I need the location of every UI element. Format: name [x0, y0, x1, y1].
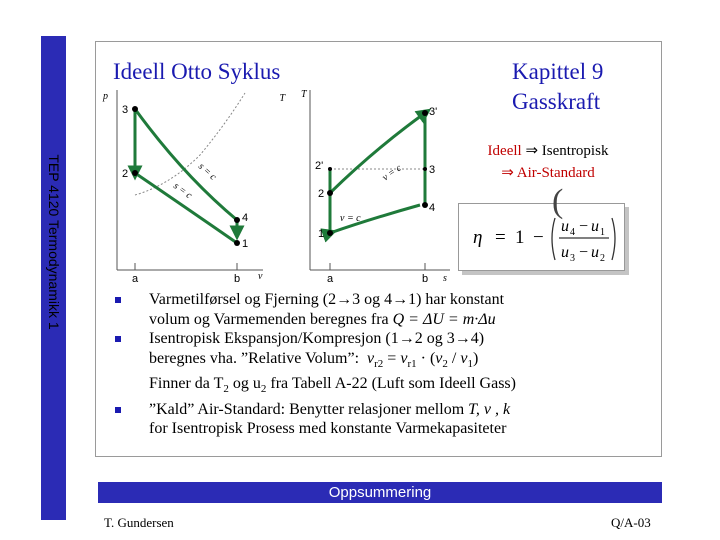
right-paren — [612, 218, 615, 260]
ts-isochore-label-1: v = c — [340, 213, 361, 224]
bullet-2-line-1: Isentropisk Ekspansjon/Kompresjon (1→2 og 3→4) — [149, 330, 485, 347]
equals-sign: = — [495, 227, 506, 248]
ts-label-3: 3 — [429, 164, 436, 176]
pv-diagram — [95, 85, 285, 285]
bullet-3-line-1 — [149, 400, 652, 420]
ts-marker-b: b — [422, 273, 429, 285]
pv-marker-a: a — [132, 273, 139, 285]
pv-isentrope-label-2: s = c — [195, 161, 219, 183]
ts-s-label: s — [443, 273, 447, 284]
pv-point-3 — [132, 106, 138, 112]
ideal-line-2 — [468, 162, 628, 184]
ts-point-3 — [423, 167, 427, 171]
ts-label-2: 2 — [318, 188, 325, 200]
summary-bar-label: Oppsummering — [328, 484, 432, 501]
chapter-number: Kapittel 9 — [512, 59, 604, 84]
pv-label-2: 2 — [122, 168, 129, 180]
air-standard-word: Air-Standard — [516, 165, 595, 181]
summary-bullets — [112, 290, 652, 439]
bullet-2-line-3: Finner da $T_2$ og $u_2$ fra Tabell A-22 (Luft som Ideell Gass) — [149, 375, 516, 396]
ts-point-3prime — [422, 110, 428, 116]
efficiency-formula-box — [458, 183, 625, 271]
u3-sub: 3 — [570, 253, 575, 264]
footer-author: T. Gundersen — [104, 515, 174, 530]
ts-point-2 — [327, 190, 333, 196]
u3: u — [561, 244, 569, 261]
course-label: TEP 4120 Termodynamikk 1 — [46, 154, 62, 330]
efficiency-formula — [459, 183, 624, 270]
bullet-2-text-a: Finner da T — [149, 375, 224, 393]
bullet-3-math: T, v , k — [468, 400, 511, 418]
pv-isotherm-curve — [135, 93, 245, 195]
bullet-1-line-1: Varmetilførsel og Fjerning (2→3 og 4→1) har konstant — [149, 291, 505, 308]
bullet-2-text: beregnes vha. ”Relative Volum”: — [149, 349, 360, 367]
eta-symbol: η — [473, 227, 483, 248]
pv-point-1 — [234, 240, 240, 246]
chapter-heading — [512, 57, 603, 117]
one: 1 — [515, 227, 525, 248]
pv-marker-b: b — [234, 273, 241, 285]
pv-v-label: v — [258, 271, 263, 282]
ts-point-4 — [422, 202, 428, 208]
ts-point-2prime — [328, 167, 332, 171]
pv-isentrope-label-1: s = c — [171, 180, 194, 202]
ideal-assumptions — [468, 140, 628, 184]
ts-point-1 — [327, 230, 333, 236]
bullet-square-icon — [115, 297, 121, 303]
ts-marker-a: a — [327, 273, 334, 285]
minus-sign: − — [533, 227, 544, 248]
u1-sub: 1 — [600, 227, 605, 238]
chapter-topic: Gasskraft — [512, 89, 601, 114]
footer-page-number: Q/A-03 — [611, 515, 651, 530]
bullet-2-line-2: beregnes vha. ”Relative Volum”: $v_{r2} = v_{r1} \cdot (v_2 / v_1)$ — [149, 349, 479, 370]
bullet-square-icon — [115, 407, 121, 413]
num-minus: − — [579, 218, 589, 235]
pv-p-label: p — [103, 91, 108, 102]
bullet-1-math: Q = ΔU = m·Δu — [392, 310, 496, 328]
ideal-line-1 — [468, 140, 628, 162]
bullet-3-text: ”Kald” Air-Standard: Benytter relasjoner mellom — [149, 400, 469, 418]
paren-open: ( — [552, 183, 564, 220]
ts-label-3prime: 3' — [429, 106, 438, 118]
bullet-isentropic — [112, 329, 652, 400]
isentropic-word: Isentropisk — [541, 143, 609, 159]
summary-bar — [98, 482, 662, 503]
bullet-1-text: volum og Varmemenden beregnes fra — [149, 310, 393, 328]
ts-T-label: T — [301, 89, 307, 100]
left-paren — [552, 218, 555, 260]
ts-label-2prime: 2' — [315, 160, 324, 172]
pv-expansion-curve — [135, 109, 237, 220]
ts-label-1: 1 — [318, 228, 325, 240]
pv-label-3: 3 — [122, 104, 129, 116]
course-label-vertical — [44, 137, 64, 347]
pv-isotherm-label: T — [279, 93, 285, 104]
bullet-heat-transfer — [112, 290, 652, 329]
ts-diagram — [300, 85, 460, 285]
pv-point-2 — [132, 170, 138, 176]
u4-sub: 4 — [570, 227, 575, 238]
bullet-square-icon — [115, 336, 121, 342]
u4: u — [561, 218, 569, 235]
bullet-3-line-2: for Isentropisk Prosess med konstante Varmekapasiteter — [149, 420, 507, 438]
den-minus: − — [579, 244, 589, 261]
u2: u — [591, 244, 599, 261]
bullet-2-text-c: fra Tabell A-22 (Luft som Ideell Gass) — [266, 375, 516, 393]
ts-const-volume-2-3 — [330, 113, 425, 193]
bullet-cold-air-standard — [112, 400, 652, 439]
u1: u — [591, 218, 599, 235]
pv-label-4: 4 — [242, 212, 249, 224]
implies-arrow-1: ⇒ — [525, 143, 539, 159]
slide-title: Ideell Otto Syklus — [113, 59, 281, 84]
pv-point-4 — [234, 217, 240, 223]
pv-label-1: 1 — [242, 238, 249, 250]
ts-label-4: 4 — [429, 202, 436, 214]
u2-sub: 2 — [600, 253, 605, 264]
bullet-2-text-b: og u — [228, 375, 261, 393]
ideal-word: Ideell — [487, 143, 522, 159]
bullet-1-line-2 — [149, 310, 652, 330]
ts-isochore-label-2: v = c — [380, 162, 404, 184]
implies-arrow-2: ⇒ — [501, 165, 514, 181]
